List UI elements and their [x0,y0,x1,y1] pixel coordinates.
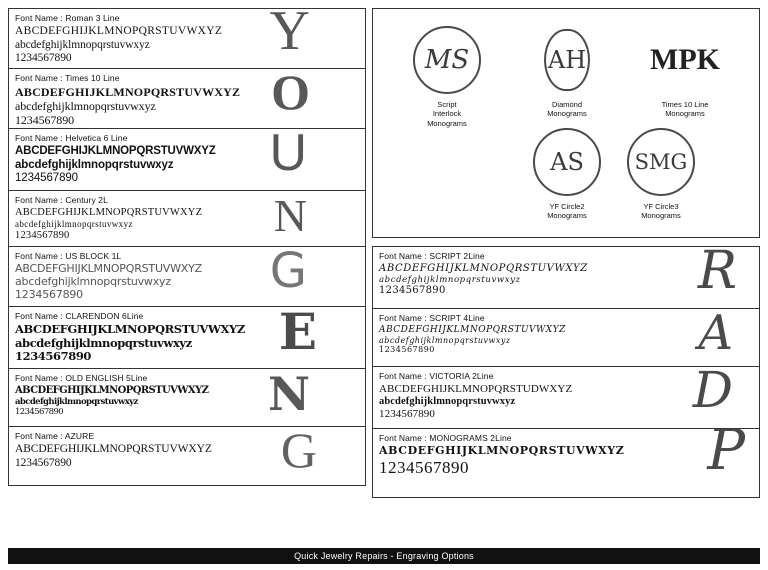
monogram-caption-line1: YF Circle2 [549,202,585,211]
monogram-caption-line2: Monograms [641,211,681,221]
font-sample-title: Font Name : Roman 3 Line [15,13,120,23]
font-sample-lowercase: abcdefghijklmnopqrstuvwxyz [379,274,521,285]
font-sample-lowercase: abcdefghijklmnopqrstuvwxyz [379,335,511,345]
font-sample-uppercase: ABCDEFGHIJKLMNOPQRSTUVWXYZ [15,25,223,37]
monogram-option-times-10-line[interactable] [637,23,733,119]
footer-banner [8,548,760,564]
font-sample-old-english-5line[interactable] [9,369,365,427]
monogram-artwork [530,125,604,199]
left-font-sample-column [8,8,366,486]
monogram-option-script-interlock[interactable] [399,23,495,128]
font-sample-letter: U [269,129,307,182]
right-font-sample-column [372,246,760,498]
font-sample-times-10-line[interactable] [9,69,365,129]
monogram-caption-line2: Monograms [665,109,705,119]
monogram-artwork [624,125,698,199]
font-sample-azure[interactable] [9,427,365,485]
font-sample-title: Font Name : OLD ENGLISH 5Line [15,373,148,383]
font-sample-clarendon-6line[interactable] [9,307,365,369]
font-sample-letter: E [278,307,317,361]
font-sample-title: Font Name : US BLOCK 1L [15,251,122,261]
font-sample-lowercase: abcdefghijklmnopqrstuvwxyz [15,274,171,288]
font-sample-uppercase: ABCDEFGHIJKLMNOPQRSTUVWXYZ [15,85,241,99]
font-sample-digits: 1234567890 [15,349,92,364]
font-sample-uppercase: ABCDEFGHIJKLMNOPQRSTUVWXYZ [15,207,203,218]
font-sample-title: Font Name : CLARENDON 6Line [15,311,144,321]
monogram-letters: MS [424,45,470,75]
font-sample-title: Font Name : SCRIPT 2Line [379,251,485,261]
font-sample-lowercase: abcdefghijklmnopqrstuvwxyz [15,38,150,51]
font-sample-title: Font Name : VICTORIA 2Line [379,371,494,381]
font-sample-lowercase: abcdefghijklmnopqrstuvwxyz [15,219,133,230]
font-sample-uppercase: ABCDEFGHIJKLMNOPQRSTUVWXYZ [15,322,245,336]
font-sample-uppercase: ABCDEFGHIJKLMNOPQRSTUVWXYZ [15,145,216,157]
font-sample-digits: 1234567890 [379,284,446,296]
font-sample-lowercase: abcdefghijklmnopqrstuvwxyz [15,335,192,350]
font-sample-uppercase: ABCDEFGHIJKLMNOPQRSTUVWXYZ [15,385,209,396]
font-sample-digits: 1234567890 [379,345,435,355]
font-sample-script-4line[interactable] [373,309,759,367]
font-sample-title: Font Name : Times 10 Line [15,73,120,83]
font-sample-script-2line[interactable] [373,247,759,309]
font-sample-uppercase: ABCDEFGHIJKLMNOPQRSTUVWXYZ [15,443,212,455]
font-sample-title: Font Name : Century 2L [15,195,108,205]
monogram-option-diamond[interactable] [519,23,615,119]
monogram-caption-line1: YF Circle3 [643,202,679,211]
font-sample-century-2l[interactable] [9,191,365,247]
font-sample-digits: 1234567890 [379,408,435,421]
font-sample-letter: G [280,427,317,478]
monogram-option-yf-circle2[interactable] [519,125,615,221]
font-sample-lowercase: abcdefghijklmnopqrstuvwxyz [15,396,138,407]
monogram-artwork [648,23,722,97]
font-sample-digits: 1234567890 [15,287,83,301]
font-sample-letter: N [273,191,307,241]
monogram-caption-line2: Monograms [547,211,587,221]
monogram-artwork [530,23,604,97]
font-sample-letter: R [697,247,737,301]
monogram-styles-panel [372,8,760,238]
font-sample-letter: D [692,367,733,419]
monogram-letters: AS [550,148,584,176]
font-sample-helvetica-6-line[interactable] [9,129,365,191]
font-sample-digits: 1234567890 [15,113,75,128]
font-sample-digits: 1234567890 [15,52,72,65]
font-sample-uppercase: ABCDEFGHIJKLMNOPQRSTUVWXYZ [15,262,202,275]
monogram-caption-line1: Script [437,100,457,109]
font-sample-uppercase: ABCDEFGHIJKLMNOPQRSTUVWXYZ [379,444,625,457]
font-sample-letter: A [698,309,733,361]
font-sample-letter: P [707,429,745,483]
font-sample-letter: N [267,369,310,421]
monogram-caption-line1: Diamond [551,100,582,109]
monogram-caption-line1: Times 10 Line [661,100,709,109]
font-sample-lowercase: abcdefghijklmnopqrstuvwxyz [15,99,156,114]
font-sample-victoria-2line[interactable] [373,367,759,429]
font-sample-title: Font Name : SCRIPT 4Line [379,313,485,323]
font-sample-title: Font Name : MONOGRAMS 2Line [379,433,512,443]
font-sample-digits: 1234567890 [15,456,72,469]
font-sample-uppercase: ABCDEFGHIJKLMNOPQRSTUDWXYZ [379,383,573,395]
font-sample-letter: G [269,247,307,299]
font-sample-digits: 1234567890 [15,406,64,417]
monogram-caption-line3: Monograms [427,118,467,128]
font-sample-digits: 1234567890 [15,172,78,185]
monogram-artwork [410,23,484,97]
monogram-letters: SMG [634,150,688,174]
font-sample-title: Font Name : Helvetica 6 Line [15,133,128,143]
font-sample-letter: Y [269,9,310,62]
font-sample-digits: 1234567890 [379,457,469,477]
font-sample-roman-3-line[interactable] [9,9,365,69]
font-sample-monograms-2line[interactable] [373,429,759,497]
monogram-caption-line2: Monograms [547,109,587,119]
font-sample-uppercase: ABCDEFGHIJKLMNOPQRSTUVWXYZ [379,263,588,274]
monogram-letters: AH [547,46,587,74]
font-sample-lowercase: abcdefghijklmnopqrstuvwxyz [379,395,516,407]
font-sample-us-block-1l[interactable] [9,247,365,307]
font-sample-lowercase: abcdefghijklmnopqrstuvwxyz [15,158,174,171]
font-sample-digits: 1234567890 [15,229,70,241]
monogram-letters: MPK [650,43,720,76]
font-sample-uppercase: ABCDEFGHIJKLMNOPQRSTUVWXYZ [379,325,566,335]
monogram-caption-line2: Interlock [432,109,462,119]
footer-text: Quick Jewelry Repairs - Engraving Options [294,551,474,561]
font-sample-letter: O [271,69,310,120]
monogram-option-yf-circle3[interactable] [613,125,709,221]
font-sample-title: Font Name : AZURE [15,431,95,441]
